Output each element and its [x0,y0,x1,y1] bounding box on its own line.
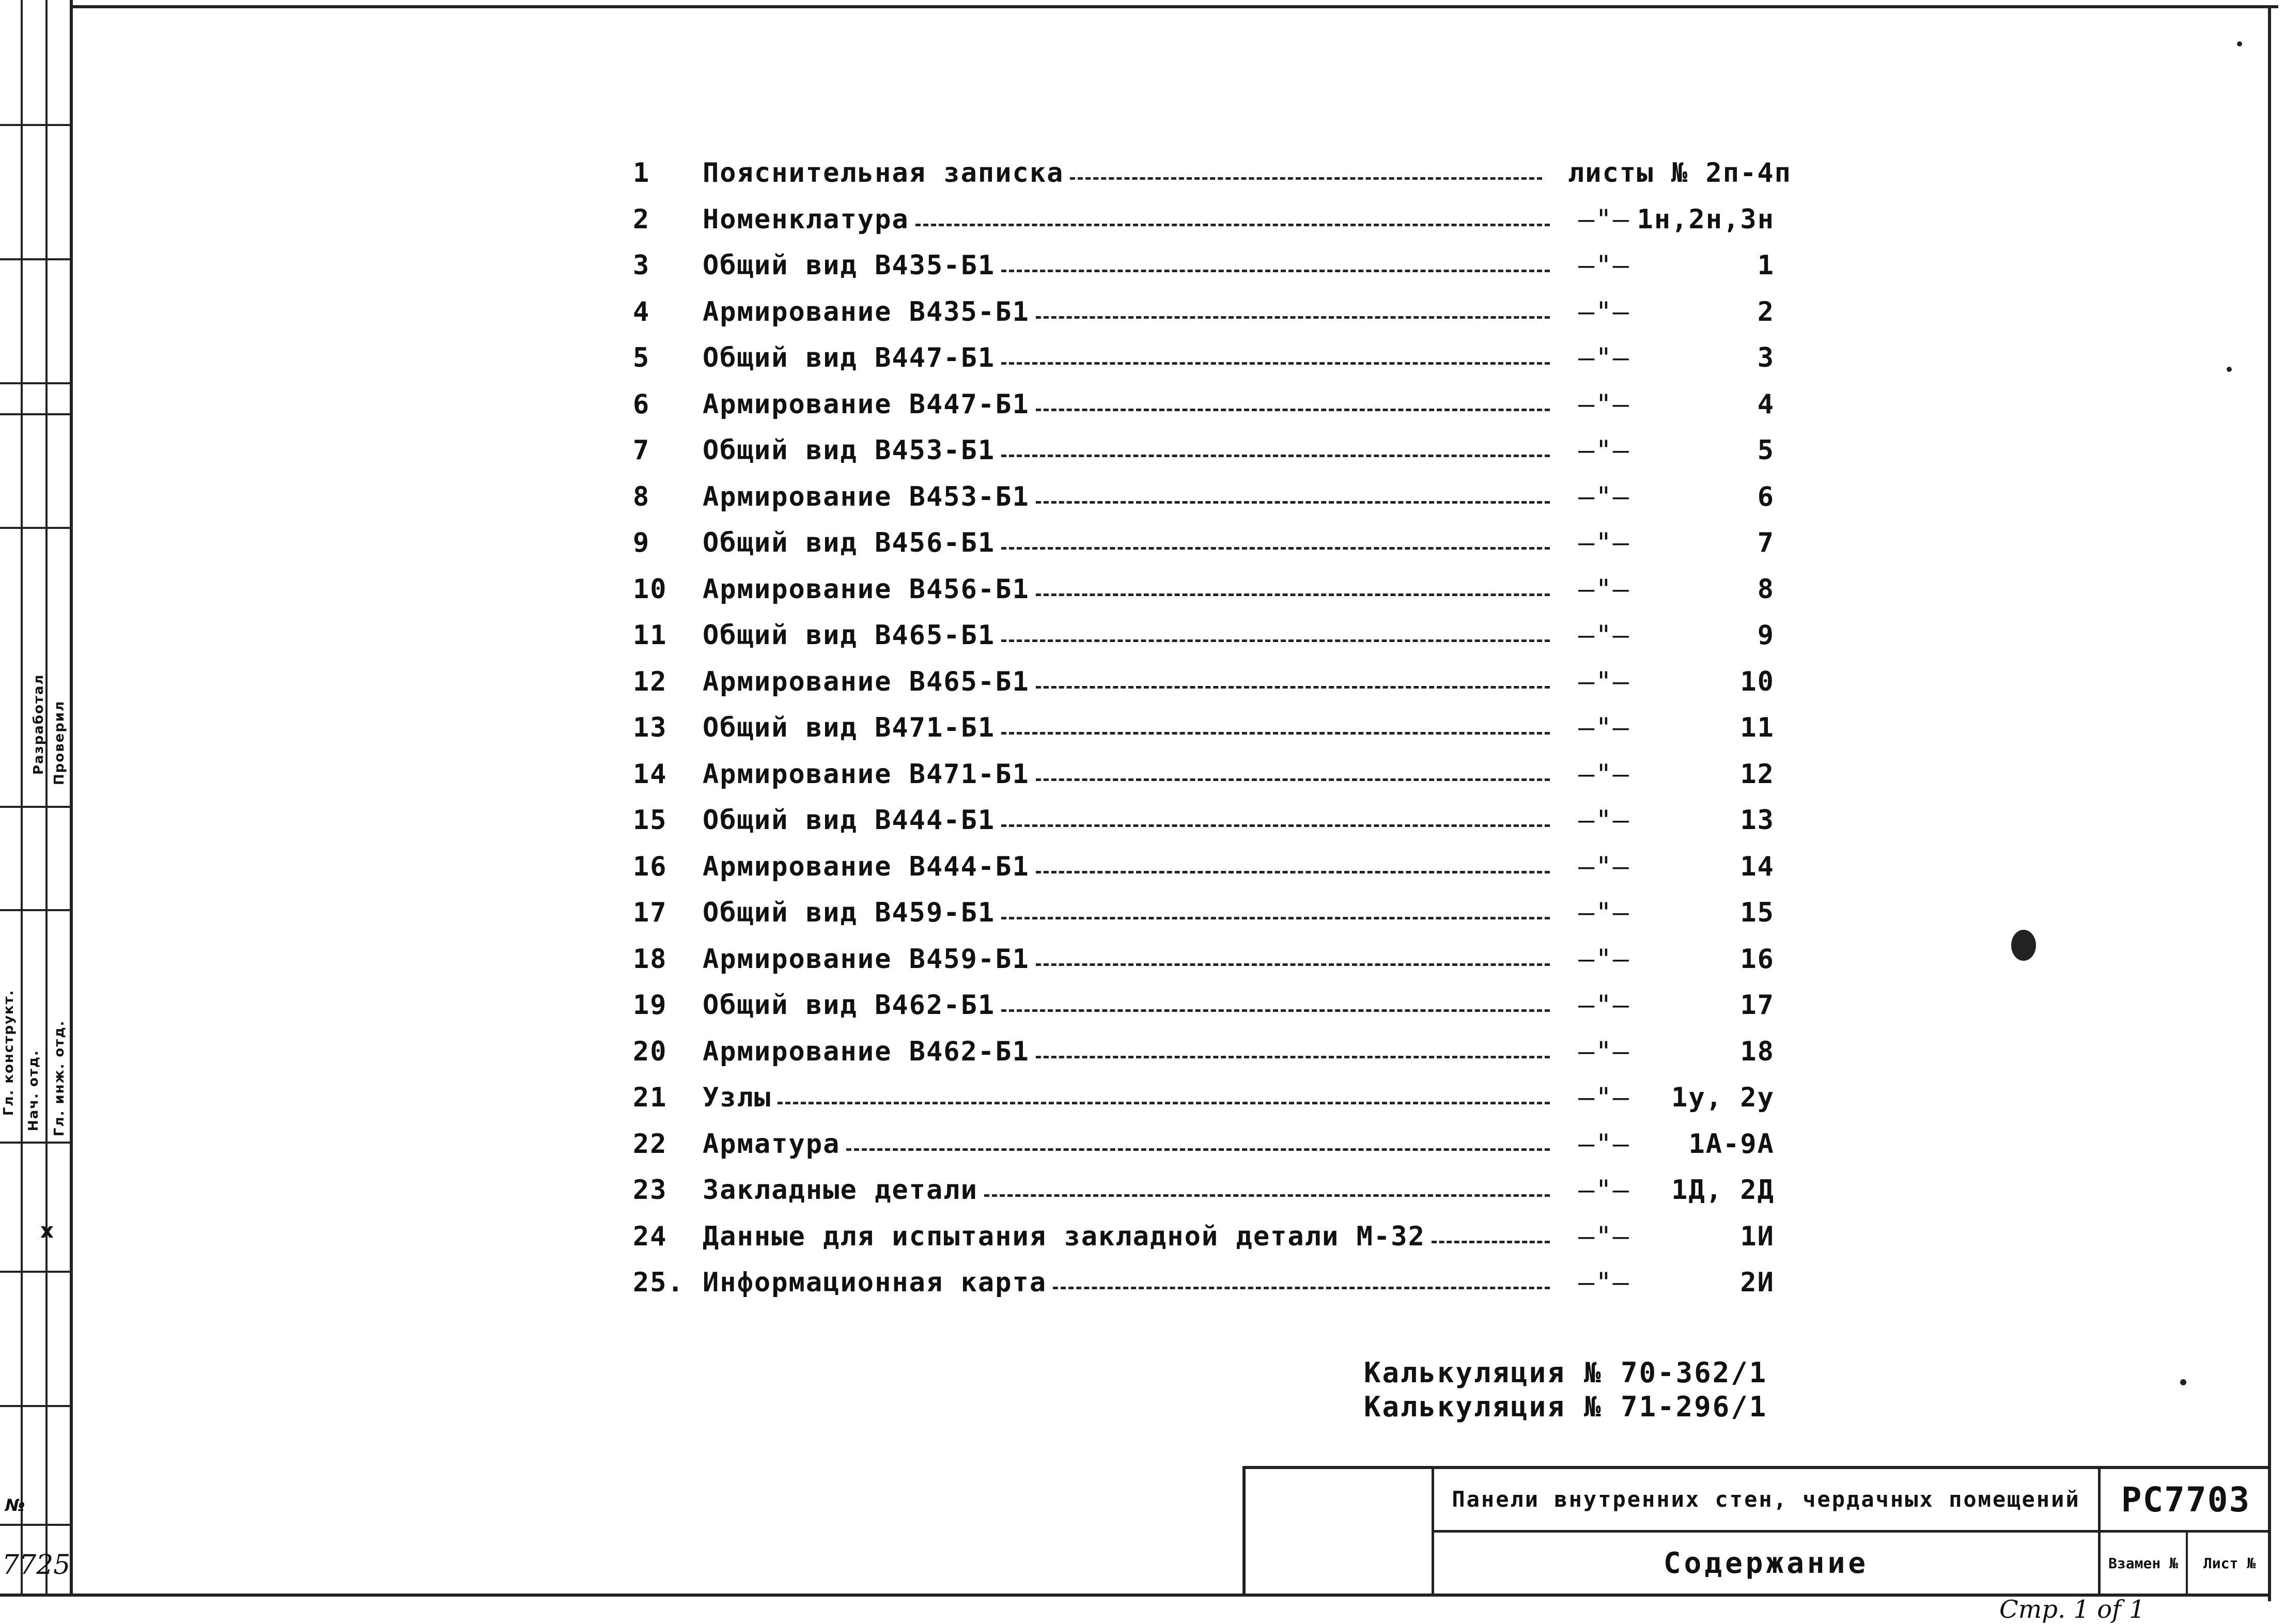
toc-row-leader [846,1148,1550,1151]
toc-row-number: 16 [633,851,667,882]
toc-row-title: Узлы [703,1082,772,1113]
toc-row-number: 17 [633,897,667,928]
sheet-title: Содержание [1663,1546,1869,1580]
toc-row [633,342,1795,389]
strip-label-chief-designer: Гл. конструкт. [1,989,17,1116]
toc-row-ditto: —"— [1578,1036,1630,1067]
strip-divider [0,258,70,260]
toc-row-leader [1001,362,1550,365]
toc-row-number: 3 [633,250,650,281]
toc-row [633,158,1795,204]
toc-row [633,1221,1795,1268]
toc-row-ditto: —"— [1578,388,1630,420]
strip-divider [0,1271,70,1273]
toc-row-title: Общий вид В435-Б1 [703,250,996,281]
toc-row-ditto: —"— [1578,990,1630,1021]
toc-row-sheets: 4 [1757,388,1775,420]
toc-row-number: 24 [633,1221,667,1252]
toc-row [633,805,1795,851]
toc-row-ditto: —"— [1578,481,1630,512]
toc-row-leader [1036,501,1550,504]
title-block-empty-cell [1246,1469,1434,1597]
toc-row [633,250,1795,296]
toc-row-ditto: —"— [1578,851,1630,882]
toc-row-sheets: 15 [1740,897,1775,928]
toc-row-sheets: 6 [1757,481,1775,512]
title-block-titles [1434,1469,2101,1597]
toc-row-ditto: —"— [1578,805,1630,836]
toc-row-leader [1036,409,1550,411]
strip-label-chief-engineer: Гл. инж. отд. [52,1020,67,1136]
toc-row-number: 1 [633,158,650,189]
toc-row-sheets: 7 [1757,527,1775,558]
toc-row-number: 4 [633,296,650,327]
toc-row-sheets: 1А-9А [1688,1128,1775,1160]
toc-row-leader [1001,639,1550,642]
toc-row-number: 8 [633,481,650,512]
toc-row-ditto: —"— [1578,204,1630,235]
toc-row-sheets: 1Д, 2Д [1671,1175,1775,1206]
toc-row-title: Общий вид В447-Б1 [703,342,996,373]
toc-row-ditto: —"— [1578,1128,1630,1160]
calculation-line: Калькуляция № 71-296/1 [1364,1391,1768,1423]
strip-divider [0,1405,70,1407]
toc-row-sheets: 2И [1740,1267,1775,1298]
toc-row-sheets: 17 [1740,990,1775,1021]
toc-row [633,851,1795,898]
toc-row-title: Армирование В447-Б1 [703,388,1030,420]
strip-divider [21,0,23,1596]
scan-speck [2227,367,2232,372]
toc-row-leader [1036,594,1550,596]
toc-row-sheets: листы № 2п-4п [1568,158,1792,189]
strip-x-mark: x [40,1219,54,1243]
toc-row [633,620,1795,666]
toc-row-ditto: —"— [1578,666,1630,697]
toc-row-title: Армирование В471-Б1 [703,758,1030,790]
strip-divider [0,1142,70,1144]
toc-row-title: Номенклатура [703,204,909,235]
toc-row-number: 2 [633,204,650,235]
toc-row-title: Общий вид В462-Б1 [703,990,996,1021]
toc-row-number: 25. [633,1267,685,1298]
toc-row-leader [1036,871,1550,873]
toc-row-number: 5 [633,342,650,373]
toc-row-leader [915,224,1550,226]
toc-row-number: 15 [633,805,667,836]
toc-row-ditto: —"— [1578,1082,1630,1113]
toc-row-leader [1001,455,1550,457]
toc-row [633,435,1795,481]
toc-row-leader [1001,732,1550,735]
toc-row-title: Армирование В456-Б1 [703,573,1030,605]
strip-divider [0,806,70,808]
strip-divider [0,124,70,126]
frame-right-border [2268,5,2271,1601]
toc-row-leader [1036,1056,1550,1058]
toc-row-sheets: 1у, 2у [1671,1082,1775,1113]
toc-row-leader [1001,1009,1550,1012]
toc-row-leader [1036,316,1550,319]
toc-row-sheets: 1 [1757,250,1775,281]
toc-row-title: Общий вид В459-Б1 [703,897,996,928]
toc-row [633,389,1795,435]
toc-row-number: 10 [633,573,667,605]
toc-row-number: 6 [633,388,650,420]
toc-row-ditto: —"— [1578,943,1630,975]
toc-row-ditto: —"— [1578,527,1630,558]
toc-row-title: Общий вид В471-Б1 [703,712,996,743]
toc-row-title: Армирование В453-Б1 [703,481,1030,512]
toc-row-ditto: —"— [1578,573,1630,605]
toc-row-leader [1036,778,1550,781]
toc-row-title: Информационная карта [703,1267,1047,1298]
toc-row-title: Закладные детали [703,1175,978,1206]
toc-row-leader [778,1102,1550,1104]
toc-row-title: Арматура [703,1128,841,1160]
toc-row-sheets: 1н,2н,3н [1637,204,1775,235]
toc-row-leader [1001,917,1550,919]
strip-label-developer: Разработал [31,674,46,775]
strip-divider [0,413,70,415]
toc-row [633,759,1795,805]
toc-row [633,481,1795,528]
toc-row-sheets: 13 [1740,805,1775,836]
strip-number-label: № [5,1495,25,1515]
toc-row-leader [1001,547,1550,550]
toc-row [633,527,1795,574]
calculation-line: Калькуляция № 70-362/1 [1364,1356,1768,1389]
frame-top-border [70,5,2278,8]
toc-row-leader [984,1194,1550,1197]
toc-row-number: 12 [633,666,667,697]
toc-row [633,1082,1795,1129]
toc-row [633,1036,1795,1083]
toc-row-number: 22 [633,1128,667,1160]
toc-row-number: 19 [633,990,667,1021]
toc-row-number: 11 [633,620,667,651]
toc-row [633,666,1795,713]
strip-divider [0,1524,70,1526]
strip-divider [45,0,48,1596]
toc-row-leader [1036,963,1550,966]
toc-row-leader [1070,177,1542,180]
title-block-code-cell [2101,1469,2271,1597]
toc-row-sheets: 14 [1740,851,1775,882]
page-note: Стр. 1 of 1 [1999,1595,2145,1624]
scan-speck [2237,41,2242,46]
contents-list [633,158,1795,1314]
toc-row [633,296,1795,343]
strip-divider [0,382,70,384]
strip-handwritten-code: 7725 [2,1550,71,1581]
toc-row-ditto: —"— [1578,296,1630,327]
title-block [1242,1466,2271,1597]
toc-row-title: Армирование В465-Б1 [703,666,1030,697]
toc-row-title: Общий вид В444-Б1 [703,805,996,836]
toc-row [633,204,1795,251]
toc-row-number: 21 [633,1082,667,1113]
toc-row-ditto: —"— [1578,342,1630,373]
toc-row-ditto: —"— [1578,250,1630,281]
toc-row [633,990,1795,1036]
strip-label-checked: Проверил [52,700,67,785]
toc-row-number: 7 [633,435,650,466]
toc-row-number: 14 [633,758,667,790]
toc-row-leader [1001,824,1550,827]
toc-row [633,1267,1795,1314]
toc-row-number: 20 [633,1036,667,1067]
toc-row-sheets: 18 [1740,1036,1775,1067]
toc-row-number: 13 [633,712,667,743]
toc-row-title: Общий вид В453-Б1 [703,435,996,466]
toc-row-sheets: 9 [1757,620,1775,651]
toc-row-sheets: 2 [1757,296,1775,327]
toc-row-sheets: 10 [1740,666,1775,697]
toc-row-title: Данные для испытания закладной детали М-32 [703,1221,1425,1252]
document-code: РС7703 [2101,1469,2271,1533]
toc-row-number: 9 [633,527,650,558]
toc-row [633,712,1795,759]
toc-row [633,944,1795,990]
toc-row-number: 18 [633,943,667,975]
toc-row-ditto: —"— [1578,758,1630,790]
strip-label-dept-head: Нач. отд. [26,1050,41,1131]
toc-row-ditto: —"— [1578,620,1630,651]
toc-row-title: Общий вид В465-Б1 [703,620,996,651]
toc-row-ditto: —"— [1578,1175,1630,1206]
toc-row-sheets: 3 [1757,342,1775,373]
toc-row-title: Армирование В435-Б1 [703,296,1030,327]
toc-row-ditto: —"— [1578,1267,1630,1298]
toc-row-number: 23 [633,1175,667,1206]
toc-row-ditto: —"— [1578,435,1630,466]
strip-divider [0,909,70,911]
toc-row [633,574,1795,620]
toc-row-leader [1432,1241,1550,1243]
toc-row-leader [1053,1287,1550,1289]
toc-row-sheets: 11 [1740,712,1775,743]
left-binding-strip [0,0,73,1596]
toc-row-sheets: 16 [1740,943,1775,975]
toc-row-sheets: 5 [1757,435,1775,466]
toc-row-ditto: —"— [1578,897,1630,928]
toc-row-sheets: 12 [1740,758,1775,790]
scan-speck [2180,1379,2186,1385]
toc-row [633,1175,1795,1221]
toc-row-sheets: 8 [1757,573,1775,605]
project-title: Панели внутренних стен, чердачных помещений [1434,1469,2098,1533]
toc-row [633,897,1795,944]
toc-row-title: Общий вид В456-Б1 [703,527,996,558]
toc-row-leader [1036,686,1550,689]
toc-row-ditto: —"— [1578,712,1630,743]
scan-speck [2011,930,2036,961]
toc-row-title: Пояснительная записка [703,158,1064,189]
toc-row [633,1129,1795,1175]
toc-row-ditto: —"— [1578,1221,1630,1252]
strip-divider [0,527,70,529]
toc-row-title: Армирование В462-Б1 [703,1036,1030,1067]
toc-row-title: Армирование В459-Б1 [703,943,1030,975]
sheet-number-label: Лист № [2203,1554,2256,1572]
toc-row-leader [1001,270,1550,272]
calculation-notes [1364,1356,1767,1424]
toc-row-sheets: 1И [1740,1221,1775,1252]
toc-row-title: Армирование В444-Б1 [703,851,1030,882]
replace-label: Взамен № [2101,1533,2188,1594]
